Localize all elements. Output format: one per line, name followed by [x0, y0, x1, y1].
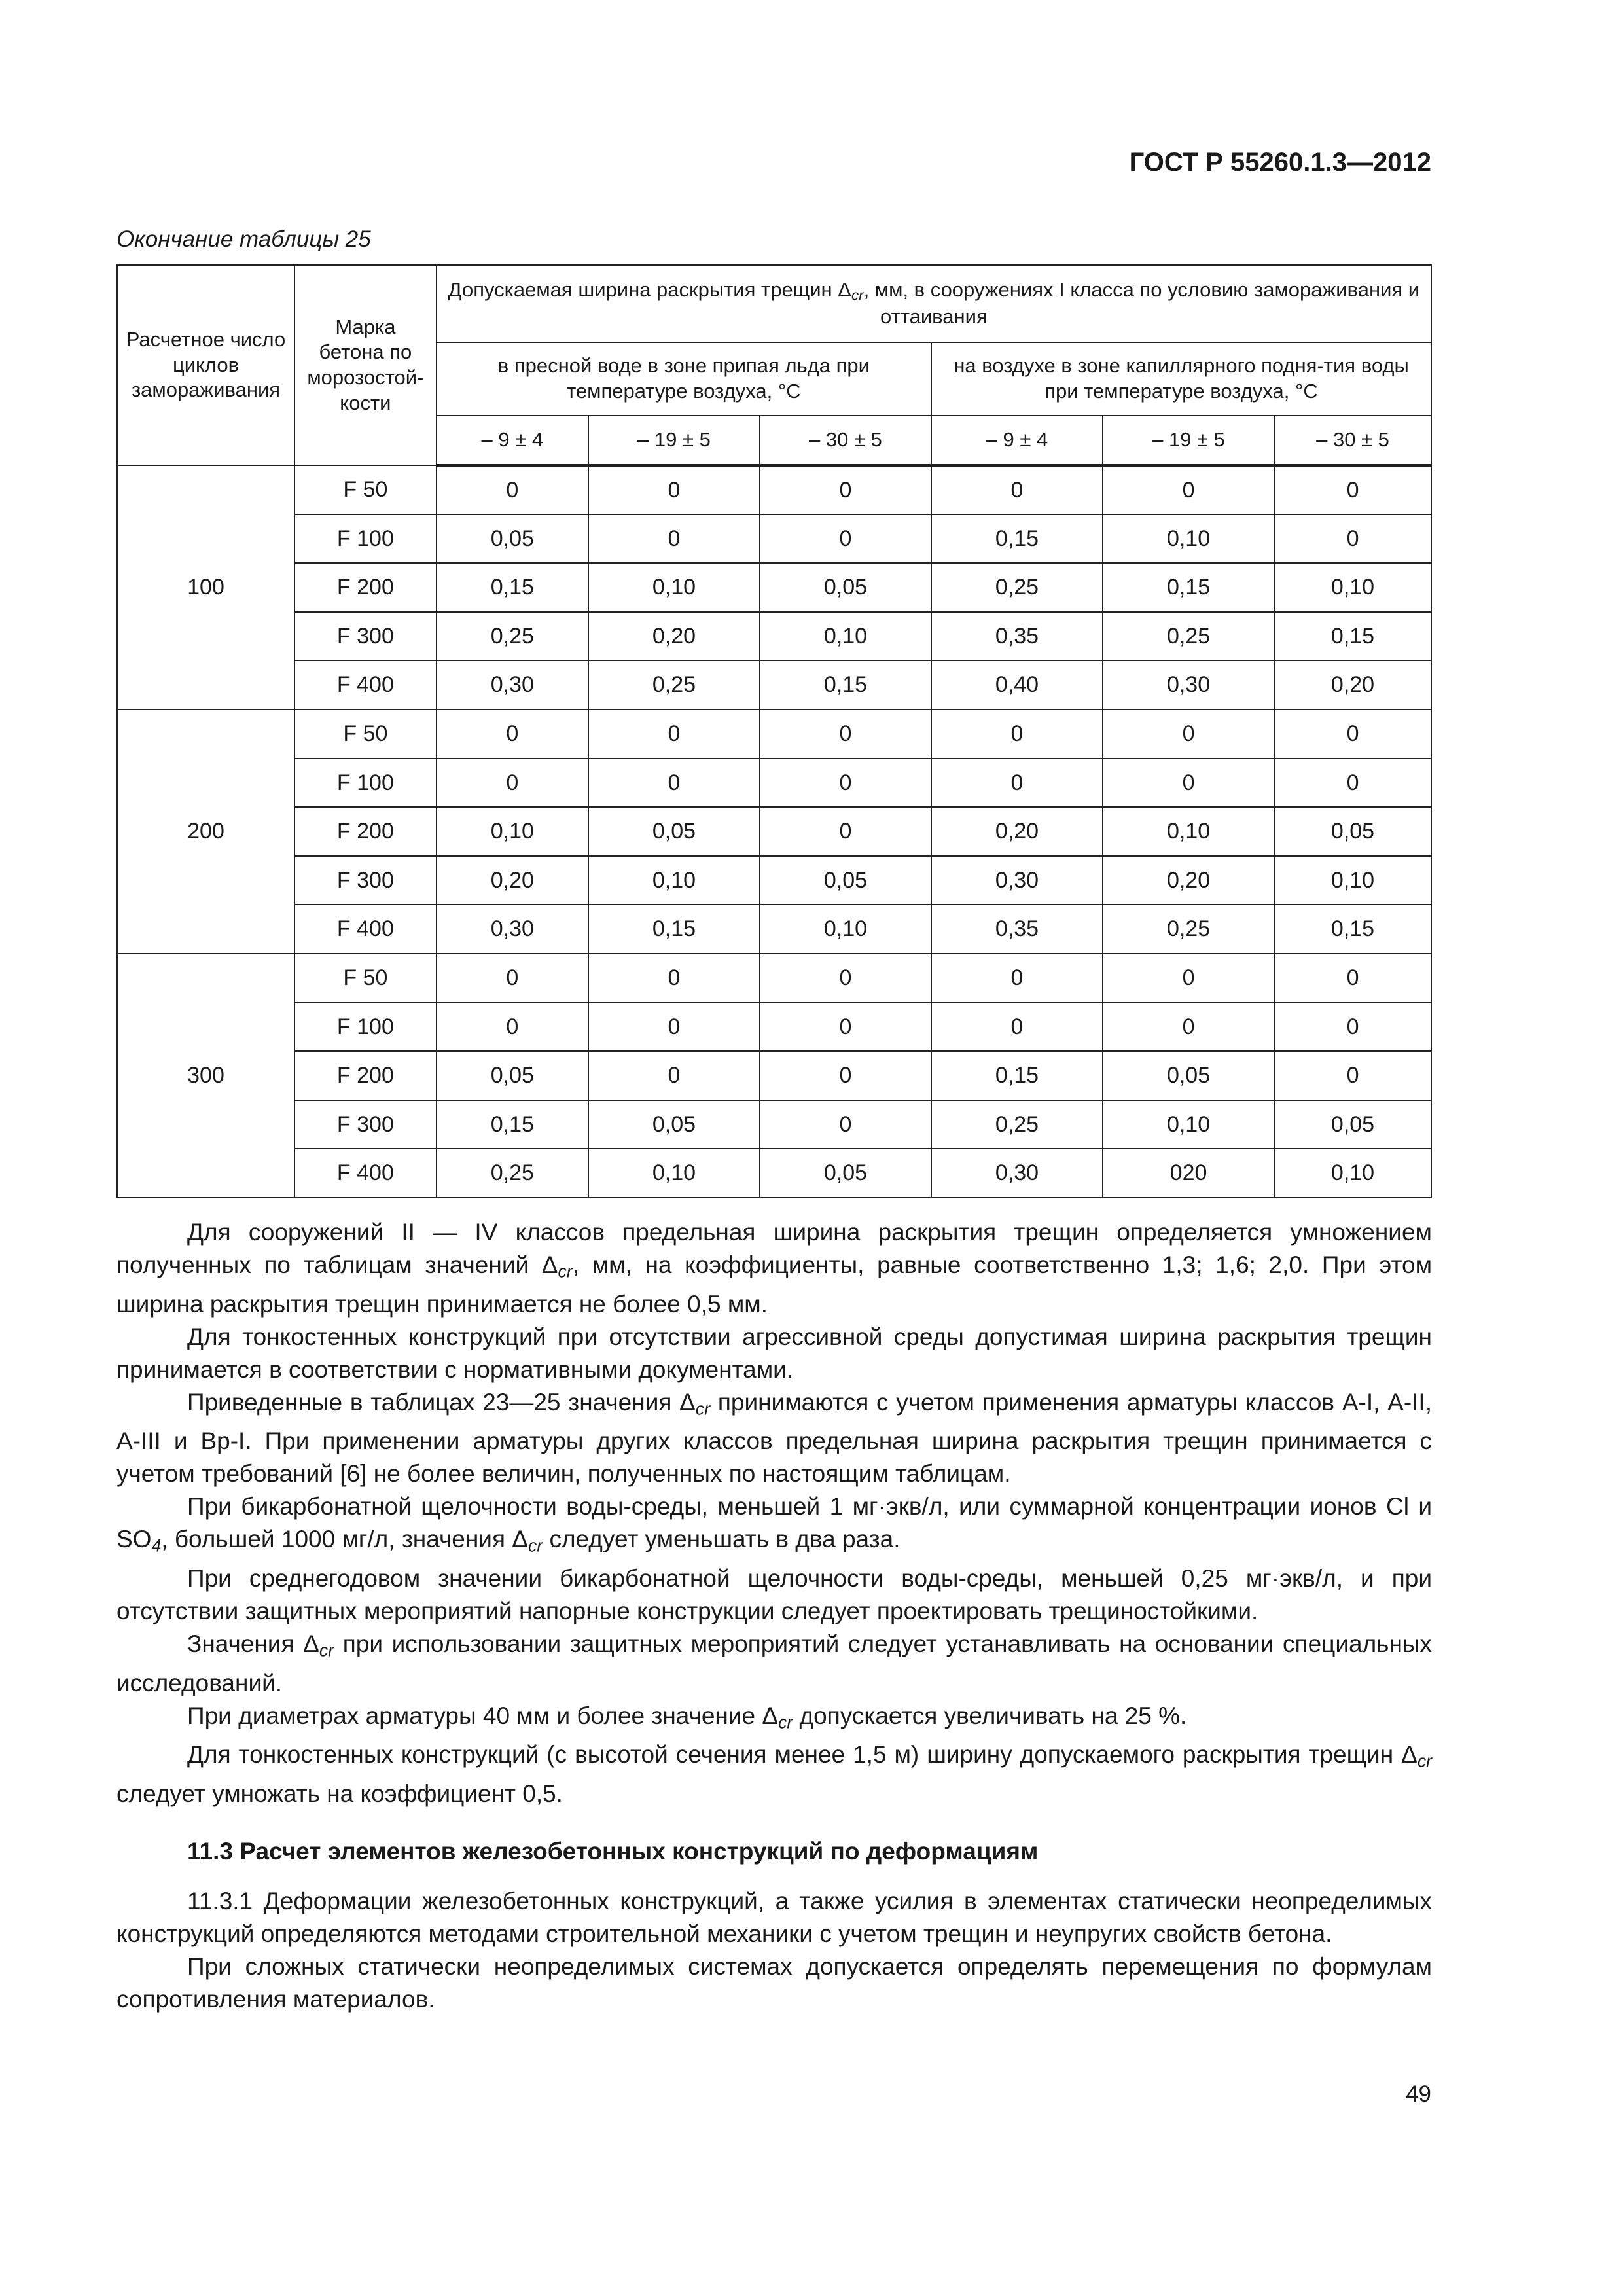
value-cell: 0,05	[588, 1100, 760, 1149]
header-temp: – 30 ± 5	[1274, 416, 1431, 465]
paragraph-3	[116, 1386, 1432, 1491]
cycles-cell: 300	[117, 954, 294, 1198]
text-run: принимаются с учетом применения арматуры классов А-I, А-II, А-III и Вр-I. При применении арматуры других классов предельная ширина раскрытия трещин принимается с учетом требований [6] не более величин, полученных по настоящим таблицам.	[116, 1388, 1432, 1488]
table-caption: Окончание таблицы 25	[116, 226, 371, 252]
value-cell: 0,20	[1103, 856, 1274, 905]
table-row	[117, 1100, 1431, 1149]
value-cell: 0,15	[1103, 563, 1274, 612]
grade-cell: F 100	[294, 759, 437, 808]
value-cell: 0	[588, 709, 760, 759]
header-fresh-water: в пресной воде в зоне припая льда при температуре воздуха, °С	[437, 342, 931, 416]
header-temp: – 19 ± 5	[1103, 416, 1274, 465]
value-cell: 0,05	[437, 514, 588, 564]
value-cell: 0	[588, 1051, 760, 1100]
paragraph-2	[116, 1321, 1432, 1386]
subscript: cr	[558, 1261, 573, 1282]
text-run: 11.3.1 Деформации железобетонных конструкций, а также усилия в элементах статически неопределимых конструкций определяются методами строительной механики с учетом трещин и неупругих свойств бетона.	[116, 1887, 1432, 1947]
value-cell: 0,10	[1274, 563, 1431, 612]
value-cell: 0	[760, 759, 931, 808]
grade-cell: F 400	[294, 1149, 437, 1198]
value-cell: 0,15	[931, 1051, 1103, 1100]
value-cell: 0,35	[931, 612, 1103, 661]
subscript: cr	[778, 1712, 793, 1732]
value-cell: 0,30	[931, 1149, 1103, 1198]
value-cell: 0	[437, 465, 588, 514]
value-cell: 0,10	[1274, 1149, 1431, 1198]
text-run: При среднегодовом значении бикарбонатной щелочности воды-среды, меньшей 0,25 мг·экв/л, и при отсутствии защитных мероприятий напорные конструкции следует проектировать трещиностойкими.	[116, 1564, 1432, 1624]
subscript: cr	[527, 1535, 543, 1556]
value-cell: 0	[588, 759, 760, 808]
text-run: При диаметрах арматуры 40 мм и более значение Δ	[187, 1702, 779, 1729]
value-cell: 0	[1103, 465, 1274, 514]
grade-cell: F 50	[294, 709, 437, 759]
value-cell: 0,15	[1274, 612, 1431, 661]
paragraph-8	[116, 1738, 1432, 1810]
grade-cell: F 200	[294, 807, 437, 856]
table-row	[117, 612, 1431, 661]
header-concrete-grade: Марка бетона по морозостой-кости	[294, 265, 437, 465]
value-cell: 0	[1103, 759, 1274, 808]
value-cell: 0	[588, 514, 760, 564]
header-cycles: Расчетное число циклов замораживания	[117, 265, 294, 465]
value-cell: 0	[437, 709, 588, 759]
text-run: , большей 1000 мг/л, значения Δ	[161, 1526, 528, 1553]
value-cell: 0,25	[588, 660, 760, 709]
value-cell: 0	[760, 1003, 931, 1052]
table-row	[117, 954, 1431, 1003]
value-cell: 0	[1274, 465, 1431, 514]
value-cell: 0	[931, 1003, 1103, 1052]
value-cell: 0,30	[1103, 660, 1274, 709]
value-cell: 0	[1274, 954, 1431, 1003]
paragraph-4	[116, 1490, 1432, 1562]
value-cell: 0,10	[588, 1149, 760, 1198]
subscript: cr	[695, 1399, 711, 1419]
value-cell: 0	[760, 1100, 931, 1149]
page-number: 49	[1406, 2081, 1431, 2107]
header-temp: – 30 ± 5	[760, 416, 931, 465]
grade-cell: F 300	[294, 612, 437, 661]
paragraph-5	[116, 1562, 1432, 1628]
value-cell: 020	[1103, 1149, 1274, 1198]
value-cell: 0,05	[437, 1051, 588, 1100]
grade-cell: F 300	[294, 1100, 437, 1149]
value-cell: 0,25	[437, 612, 588, 661]
value-cell: 0	[760, 807, 931, 856]
value-cell: 0,30	[931, 856, 1103, 905]
value-cell: 0,10	[1274, 856, 1431, 905]
table-row	[117, 709, 1431, 759]
table-row	[117, 514, 1431, 564]
header-temp: – 19 ± 5	[588, 416, 760, 465]
table-row	[117, 465, 1431, 514]
value-cell: 0,30	[437, 905, 588, 954]
value-cell: 0,20	[931, 807, 1103, 856]
value-cell: 0	[760, 709, 931, 759]
table-row	[117, 1149, 1431, 1198]
value-cell: 0,15	[1274, 905, 1431, 954]
text-run: При бикарбонатной щелочности воды-среды, меньшей 1 мг·экв/л, или суммарной концентрации ионов Cl и SO	[116, 1493, 1432, 1553]
table-row	[117, 807, 1431, 856]
value-cell: 0	[437, 759, 588, 808]
grade-cell: F 400	[294, 905, 437, 954]
table-row	[117, 759, 1431, 808]
value-cell: 0,10	[1103, 807, 1274, 856]
value-cell: 0	[1103, 954, 1274, 1003]
table-row	[117, 905, 1431, 954]
grade-cell: F 200	[294, 563, 437, 612]
value-cell: 0,25	[931, 563, 1103, 612]
text-run: При сложных статически неопределимых системах допускается определять перемещения по формулам сопротивления материалов.	[116, 1952, 1432, 2013]
text-run: Для тонкостенных конструкций при отсутствии агрессивной среды допустимая ширина раскрытия трещин принимается в соответствии с нормативными документами.	[116, 1323, 1432, 1383]
header-allowable-width-pre: Допускаемая ширина раскрытия трещин Δ	[448, 278, 851, 301]
value-cell: 0,15	[437, 563, 588, 612]
paragraph-6	[116, 1628, 1432, 1700]
text-run: Значения Δ	[187, 1630, 319, 1657]
value-cell: 0,25	[1103, 612, 1274, 661]
grade-cell: F 200	[294, 1051, 437, 1100]
value-cell: 0,10	[588, 563, 760, 612]
value-cell: 0,30	[437, 660, 588, 709]
text-run: следует умножать на коэффициент 0,5.	[116, 1780, 563, 1807]
body-text	[116, 1216, 1432, 2016]
paragraph-7	[116, 1700, 1432, 1739]
grade-cell: F 50	[294, 954, 437, 1003]
value-cell: 0,05	[760, 856, 931, 905]
table-row	[117, 1003, 1431, 1052]
value-cell: 0	[760, 465, 931, 514]
value-cell: 0,10	[588, 856, 760, 905]
value-cell: 0	[1274, 759, 1431, 808]
value-cell: 0	[931, 954, 1103, 1003]
value-cell: 0,15	[931, 514, 1103, 564]
grade-cell: F 100	[294, 1003, 437, 1052]
value-cell: 0	[931, 709, 1103, 759]
value-cell: 0,15	[588, 905, 760, 954]
value-cell: 0	[1274, 514, 1431, 564]
value-cell: 0	[1274, 709, 1431, 759]
paragraph-10	[116, 1950, 1432, 2016]
value-cell: 0,10	[437, 807, 588, 856]
value-cell: 0,05	[588, 807, 760, 856]
value-cell: 0	[1103, 709, 1274, 759]
value-cell: 0,20	[588, 612, 760, 661]
header-temp: – 9 ± 4	[437, 416, 588, 465]
grade-cell: F 400	[294, 660, 437, 709]
value-cell: 0	[437, 1003, 588, 1052]
value-cell: 0,10	[1103, 1100, 1274, 1149]
section-heading: 11.3 Расчет элементов железобетонных конструкций по деформациям	[187, 1837, 1039, 1865]
value-cell: 0	[1274, 1003, 1431, 1052]
cycles-cell: 200	[117, 709, 294, 954]
value-cell: 0,05	[1274, 1100, 1431, 1149]
value-cell: 0,10	[760, 612, 931, 661]
value-cell: 0	[760, 954, 931, 1003]
text-run: при использовании защитных мероприятий следует устанавливать на основании специальных исследований.	[116, 1630, 1432, 1696]
subscript: cr	[319, 1640, 334, 1660]
subscript: 4	[151, 1535, 162, 1556]
value-cell: 0	[588, 465, 760, 514]
text-run: Для сооружений II — IV классов предельная ширина раскрытия трещин определяется умножением полученных по таблицам значений Δ	[116, 1219, 1432, 1278]
table-25	[116, 264, 1432, 1198]
value-cell: 0,15	[437, 1100, 588, 1149]
value-cell: 0	[1103, 1003, 1274, 1052]
text-run: Приведенные в таблицах 23—25 значения Δ	[187, 1388, 696, 1416]
value-cell: 0,20	[1274, 660, 1431, 709]
document-code: ГОСТ Р 55260.1.3—2012	[1129, 148, 1431, 177]
value-cell: 0	[437, 954, 588, 1003]
value-cell: 0,05	[760, 1149, 931, 1198]
value-cell: 0,35	[931, 905, 1103, 954]
table-row	[117, 856, 1431, 905]
table-row	[117, 1051, 1431, 1100]
table-row	[117, 563, 1431, 612]
value-cell: 0,05	[760, 563, 931, 612]
value-cell: 0,15	[760, 660, 931, 709]
grade-cell: F 300	[294, 856, 437, 905]
value-cell: 0,25	[437, 1149, 588, 1198]
grade-cell: F 100	[294, 514, 437, 564]
grade-cell: F 50	[294, 465, 437, 514]
header-allowable-width-post: , мм, в сооружениях I класса по условию замораживания и оттаивания	[863, 278, 1420, 329]
value-cell: 0,05	[1103, 1051, 1274, 1100]
value-cell: 0	[931, 465, 1103, 514]
value-cell: 0,05	[1274, 807, 1431, 856]
value-cell: 0,20	[437, 856, 588, 905]
subscript: cr	[1417, 1751, 1432, 1771]
value-cell: 0,10	[760, 905, 931, 954]
cycles-cell: 100	[117, 465, 294, 709]
value-cell: 0	[1274, 1051, 1431, 1100]
value-cell: 0	[760, 1051, 931, 1100]
paragraph-9	[116, 1885, 1432, 1950]
value-cell: 0	[588, 1003, 760, 1052]
value-cell: 0	[931, 759, 1103, 808]
header-air: на воздухе в зоне капиллярного подня-тия воды при температуре воздуха, °С	[931, 342, 1431, 416]
table-row	[117, 660, 1431, 709]
value-cell: 0	[588, 954, 760, 1003]
value-cell: 0,25	[1103, 905, 1274, 954]
header-allowable-width	[437, 265, 1431, 342]
text-run: Для тонкостенных конструкций (с высотой сечения менее 1,5 м) ширину допускаемого раскрытия трещин Δ	[187, 1741, 1418, 1768]
value-cell: 0,25	[931, 1100, 1103, 1149]
text-run: следует уменьшать в два раза.	[543, 1526, 901, 1553]
text-run: , мм, на коэффициенты, равные соответственно 1,3; 1,6; 2,0. При этом ширина раскрытия трещин принимается не более 0,5 мм.	[116, 1251, 1433, 1318]
paragraph-1	[116, 1216, 1432, 1321]
header-temp: – 9 ± 4	[931, 416, 1103, 465]
header-allowable-width-sub: cr	[851, 287, 864, 304]
text-run: допускается увеличивать на 25 %.	[793, 1702, 1187, 1729]
value-cell: 0,40	[931, 660, 1103, 709]
value-cell: 0,10	[1103, 514, 1274, 564]
value-cell: 0	[760, 514, 931, 564]
